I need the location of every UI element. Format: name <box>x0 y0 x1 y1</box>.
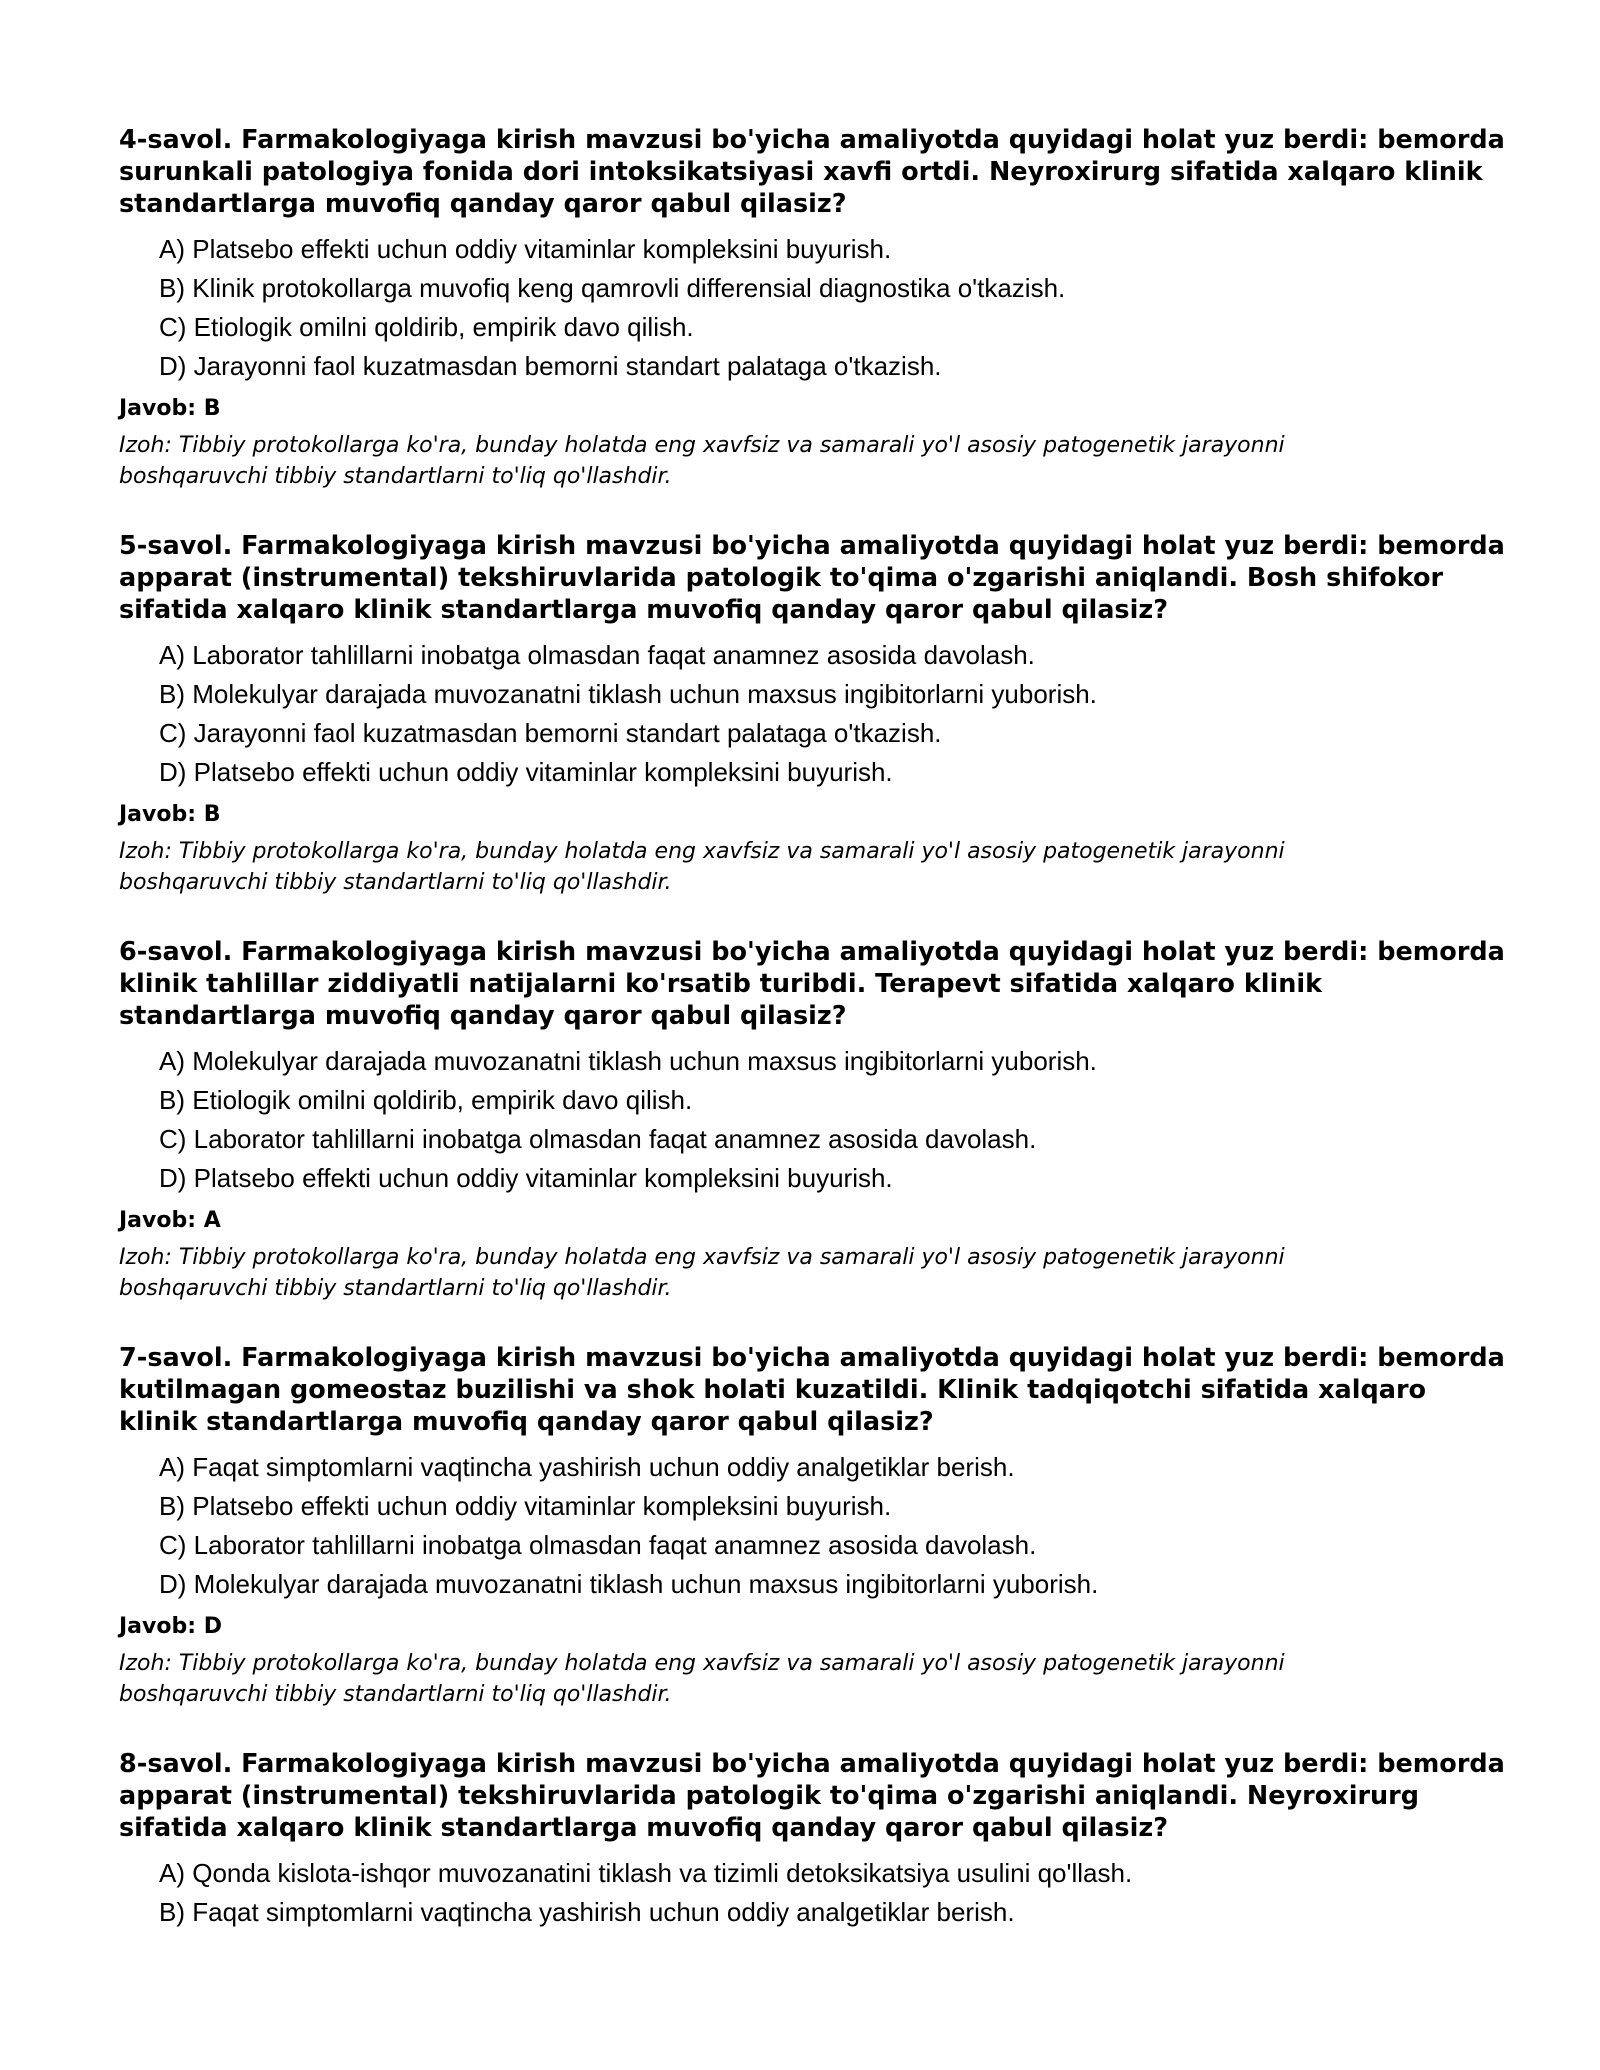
option-b: B) Faqat simptomlarni vaqtincha yashirish uchun oddiy analgetiklar berish. <box>159 1897 1015 1927</box>
option-b: B) Platsebo effekti uchun oddiy vitaminlar kompleksini buyurish. <box>159 1491 892 1521</box>
question-title: 6-savol. Farmakologiyaga kirish mavzusi bo'yicha amaliyotda quyidagi holat yuz berdi: bemorda klinik tahlillar ziddiyatli natijalarni ko'rsatib turibdi. Terapevt sifatida xalqaro klinik standartlarga muvofiq qanday qaror qabul qilasiz? <box>119 937 1505 1031</box>
option-c: C) Etiologik omilni qoldirib, empirik davo qilish. <box>159 312 694 342</box>
answer-key: Javob: A <box>119 1208 221 1233</box>
question-block <box>119 530 1509 898</box>
question-title: 7-savol. Farmakologiyaga kirish mavzusi bo'yicha amaliyotda quyidagi holat yuz berdi: bemorda kutilmagan gomeostaz buzilishi va shok holati kuzatildi. Klinik tadqiqotchi sifatida xalqaro klinik standartlarga muvofiq qanday qaror qabul qilasiz? <box>119 1343 1505 1437</box>
question-title: 8-savol. Farmakologiyaga kirish mavzusi bo'yicha amaliyotda quyidagi holat yuz berdi: bemorda apparat (instrumental) tekshiruvlarida patologik to'qima o'zgarishi aniqlandi. Neyroxirurg sifatida xalqaro klinik standartlarga muvofiq qanday qaror qabul qilasiz? <box>119 1749 1505 1843</box>
option-d: D) Molekulyar darajada muvozanatni tiklash uchun maxsus ingibitorlarni yuborish. <box>159 1569 1099 1599</box>
question-title: 5-savol. Farmakologiyaga kirish mavzusi bo'yicha amaliyotda quyidagi holat yuz berdi: bemorda apparat (instrumental) tekshiruvlarida patologik to'qima o'zgarishi aniqlandi. Bosh shifokor sifatida xalqaro klinik standartlarga muvofiq qanday qaror qabul qilasiz? <box>119 531 1505 625</box>
explanation-note: Izoh: Tibbiy protokollarga ko'ra, bunday holatda eng xavfsiz va samarali yo'l asosiy patogenetik jarayonni boshqaruvchi tibbiy standartlarni to'liq qo'llashdir. <box>119 839 1285 895</box>
answer-options <box>119 636 1509 792</box>
option-b: B) Etiologik omilni qoldirib, empirik davo qilish. <box>159 1085 693 1115</box>
option-a: A) Qonda kislota-ishqor muvozanatini tiklash va tizimli detoksikatsiya usulini qo'llash. <box>159 1858 1133 1888</box>
document-page <box>119 124 1509 1970</box>
option-a: A) Platsebo effekti uchun oddiy vitaminlar kompleksini buyurish. <box>159 234 892 264</box>
answer-options <box>119 1854 1509 1932</box>
option-c: C) Jarayonni faol kuzatmasdan bemorni standart palataga o'tkazish. <box>159 718 942 748</box>
question-block <box>119 124 1509 492</box>
question-block <box>119 1748 1509 1932</box>
option-a: A) Molekulyar darajada muvozanatni tiklash uchun maxsus ingibitorlarni yuborish. <box>159 1046 1097 1076</box>
explanation-note: Izoh: Tibbiy protokollarga ko'ra, bunday holatda eng xavfsiz va samarali yo'l asosiy patogenetik jarayonni boshqaruvchi tibbiy standartlarni to'liq qo'llashdir. <box>119 1245 1285 1301</box>
answer-options <box>119 230 1509 386</box>
answer-key: Javob: B <box>119 396 221 421</box>
option-c: C) Laborator tahlillarni inobatga olmasdan faqat anamnez asosida davolash. <box>159 1124 1037 1154</box>
answer-options <box>119 1448 1509 1604</box>
option-b: B) Klinik protokollarga muvofiq keng qamrovli differensial diagnostika o'tkazish. <box>159 273 1066 303</box>
question-block <box>119 1342 1509 1710</box>
option-d: D) Jarayonni faol kuzatmasdan bemorni standart palataga o'tkazish. <box>159 351 942 381</box>
option-d: D) Platsebo effekti uchun oddiy vitaminlar kompleksini buyurish. <box>159 1163 893 1193</box>
option-a: A) Faqat simptomlarni vaqtincha yashirish uchun oddiy analgetiklar berish. <box>159 1452 1015 1482</box>
answer-key: Javob: B <box>119 802 221 827</box>
answer-options <box>119 1042 1509 1198</box>
question-block <box>119 936 1509 1304</box>
explanation-note: Izoh: Tibbiy protokollarga ko'ra, bunday holatda eng xavfsiz va samarali yo'l asosiy patogenetik jarayonni boshqaruvchi tibbiy standartlarni to'liq qo'llashdir. <box>119 433 1285 489</box>
option-a: A) Laborator tahlillarni inobatga olmasdan faqat anamnez asosida davolash. <box>159 640 1035 670</box>
option-b: B) Molekulyar darajada muvozanatni tiklash uchun maxsus ingibitorlarni yuborish. <box>159 679 1097 709</box>
question-title: 4-savol. Farmakologiyaga kirish mavzusi bo'yicha amaliyotda quyidagi holat yuz berdi: bemorda surunkali patologiya fonida dori intoksikatsiyasi xavfi ortdi. Neyroxirurg sifatida xalqaro klinik standartlarga muvofiq qanday qaror qabul qilasiz? <box>119 125 1505 219</box>
answer-key: Javob: D <box>119 1614 222 1639</box>
explanation-note: Izoh: Tibbiy protokollarga ko'ra, bunday holatda eng xavfsiz va samarali yo'l asosiy patogenetik jarayonni boshqaruvchi tibbiy standartlarni to'liq qo'llashdir. <box>119 1651 1285 1707</box>
option-d: D) Platsebo effekti uchun oddiy vitaminlar kompleksini buyurish. <box>159 757 893 787</box>
option-c: C) Laborator tahlillarni inobatga olmasdan faqat anamnez asosida davolash. <box>159 1530 1037 1560</box>
